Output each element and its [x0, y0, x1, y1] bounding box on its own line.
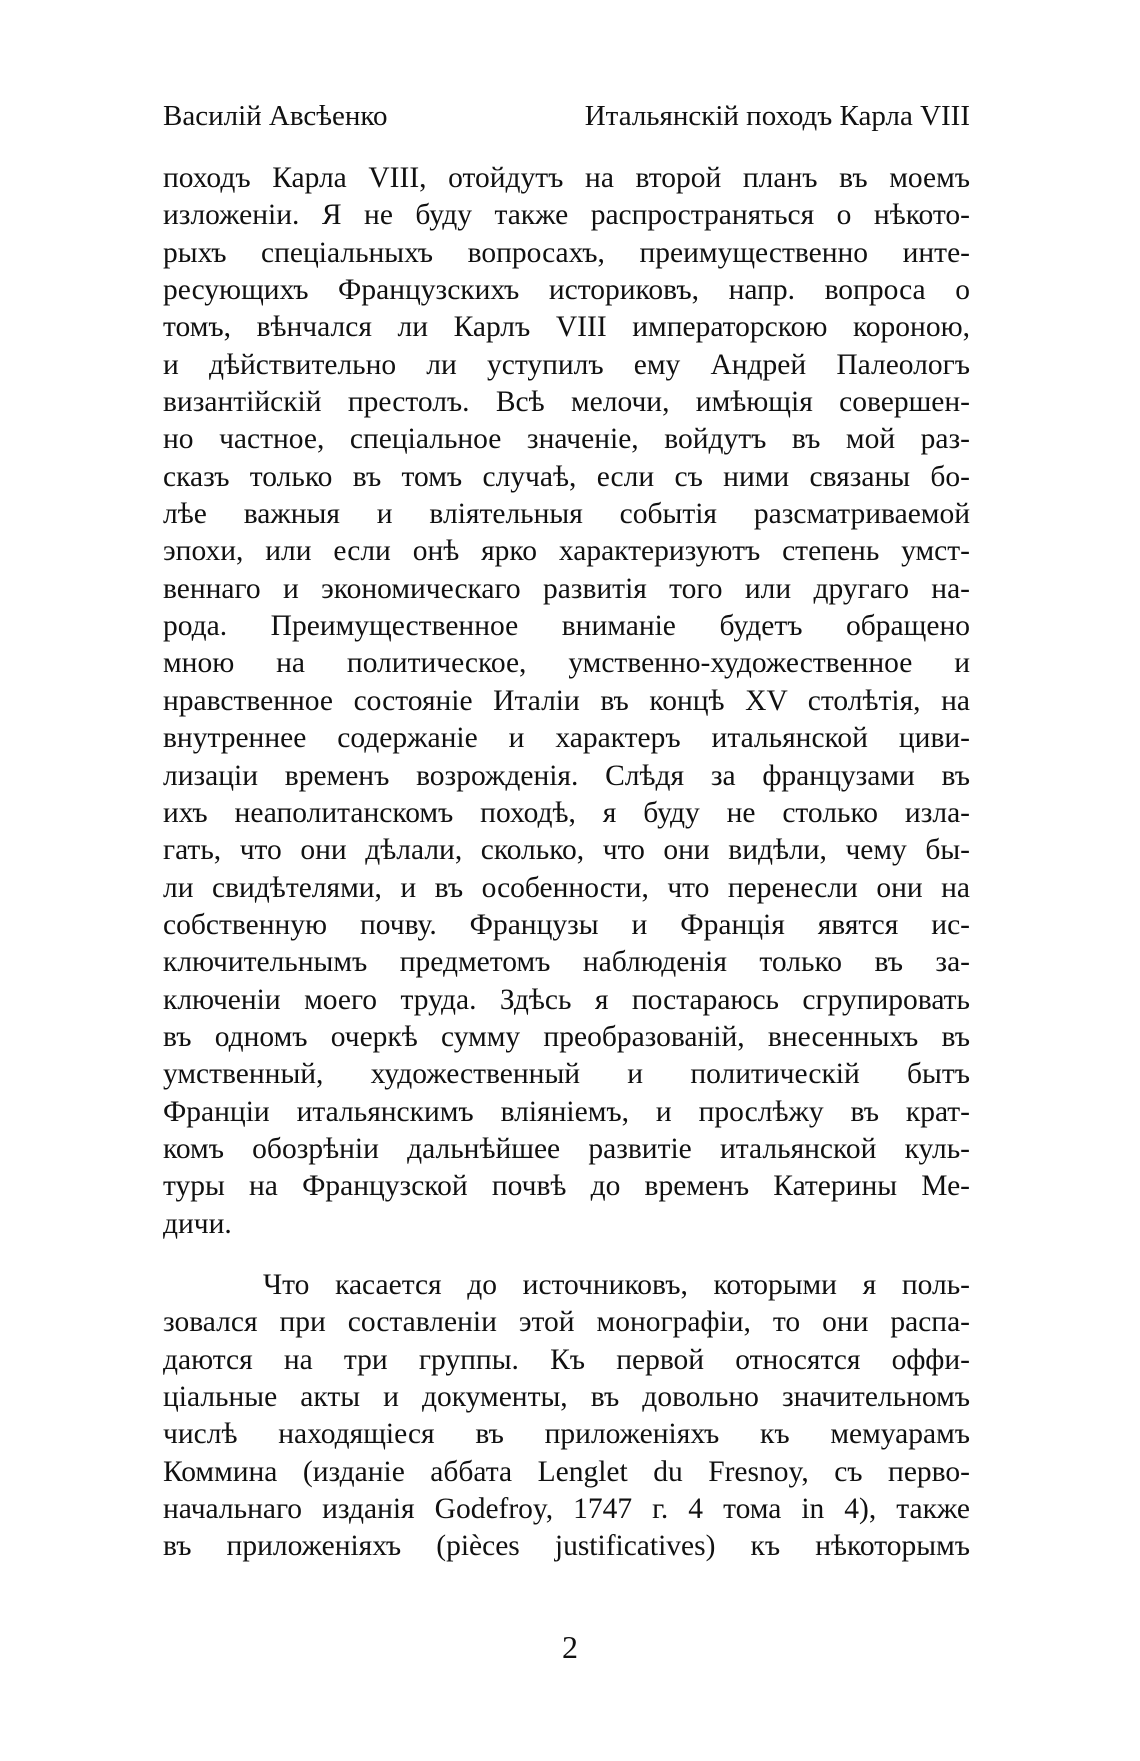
text-line: комъ обозрѣніи дальнѣйшее развитіе итальянской куль-: [163, 1132, 970, 1165]
text-line: ключительнымъ предметомъ наблюденія только въ за-: [163, 946, 970, 979]
text-line: ключеніи моего труда. Здѣсь я постараюсь сгрупировать: [163, 983, 970, 1016]
text-line: лизаціи временъ возрожденія. Слѣдя за французами въ: [163, 759, 970, 792]
text-line: туры на Французской почвѣ до временъ Катерины Ме-: [163, 1170, 970, 1203]
text-line: но частное, спеціальное значеніе, войдутъ въ мой раз-: [163, 423, 970, 456]
text-line: ресующихъ Французскихъ историковъ, напр. вопроса о: [163, 274, 970, 307]
text-line: ціальные акты и документы, въ довольно значительномъ: [163, 1381, 970, 1413]
text-line: въ одномъ очеркѣ сумму преобразованій, внесенныхъ въ: [163, 1020, 970, 1053]
text-line: числѣ находящіеся въ приложеніяхъ къ мемуарамъ: [163, 1418, 970, 1451]
header-title: Итальянскій походъ Карла VIII: [584, 100, 970, 132]
text-line: даются на три группы. Къ первой относятся оффи-: [163, 1343, 970, 1376]
text-line: и дѣйствительно ли уступилъ ему Андрей Палеологъ: [163, 348, 970, 381]
text-line: Франціи итальянскимъ вліяніемъ, и прослѣжу въ крат-: [163, 1095, 970, 1128]
text-line: лѣе важныя и вліятельныя событія разсматриваемой: [163, 498, 970, 531]
text-line: гать, что они дѣлали, сколько, что они видѣли, чему бы-: [163, 834, 970, 867]
text-line: ихъ неаполитанскомъ походѣ, я буду не столько изла-: [163, 796, 970, 829]
text-line: ли свидѣтелями, и въ особенности, что перенесли они на: [163, 871, 970, 904]
text-line: томъ, вѣнчался ли Карлъ VIII императорскою короною,: [163, 311, 970, 344]
text-line: изложеніи. Я не буду также распространяться о нѣкото-: [163, 199, 970, 232]
header-author: Василій Авсѣенко: [163, 100, 388, 132]
text-line: эпохи, или если онѣ ярко характеризуютъ степень умст-: [163, 535, 970, 568]
text-line: нравственное состояніе Италіи въ концѣ XV столѣтія, на: [163, 684, 970, 717]
text-line: внутреннее содержаніе и характеръ итальянской циви-: [163, 722, 970, 755]
text-line: собственную почву. Французы и Францiя явятся ис-: [163, 908, 970, 941]
text-line: въ приложеніяхъ (pièces justificatives) къ нѣкоторымъ: [163, 1530, 970, 1563]
text-line: византійскій престолъ. Всѣ мелочи, имѣющія совершен-: [163, 386, 970, 419]
text-line: рода. Преимущественное вниманіе будетъ обращено: [163, 610, 970, 643]
paragraph-1: [163, 160, 970, 1243]
paragraph-2: [163, 1267, 970, 1566]
text-line: зовался при составленіи этой монографіи, то они распа-: [163, 1306, 970, 1339]
text-line: походъ Карла VIII, отойдутъ на второй планъ въ моемъ: [163, 162, 970, 194]
text-line: дичи.: [163, 1207, 232, 1240]
page-body: [163, 160, 970, 1566]
text-line: мною на политическое, умственно-художественное и: [163, 647, 970, 680]
text-line: Коммина (изданіе аббата Lenglet du Fresnoy, съ перво-: [163, 1455, 970, 1488]
text-line: сказъ только въ томъ случаѣ, если съ ними связаны бо-: [163, 460, 970, 493]
text-line: начальнаго изданія Godefroy, 1747 г. 4 тома in 4), также: [163, 1493, 970, 1526]
text-line: умственный, художественный и политическій бытъ: [163, 1058, 970, 1091]
text-line: рыхъ спеціальныхъ вопросахъ, преимущественно инте-: [163, 236, 970, 269]
running-header: [163, 96, 970, 136]
text-line: веннаго и экономическаго развитія того или другаго на-: [163, 572, 970, 605]
page-number: 2: [562, 1629, 578, 1665]
text-line: Что касается до источниковъ, которыми я поль-: [263, 1268, 970, 1301]
paragraph-spacer: [163, 1243, 970, 1267]
